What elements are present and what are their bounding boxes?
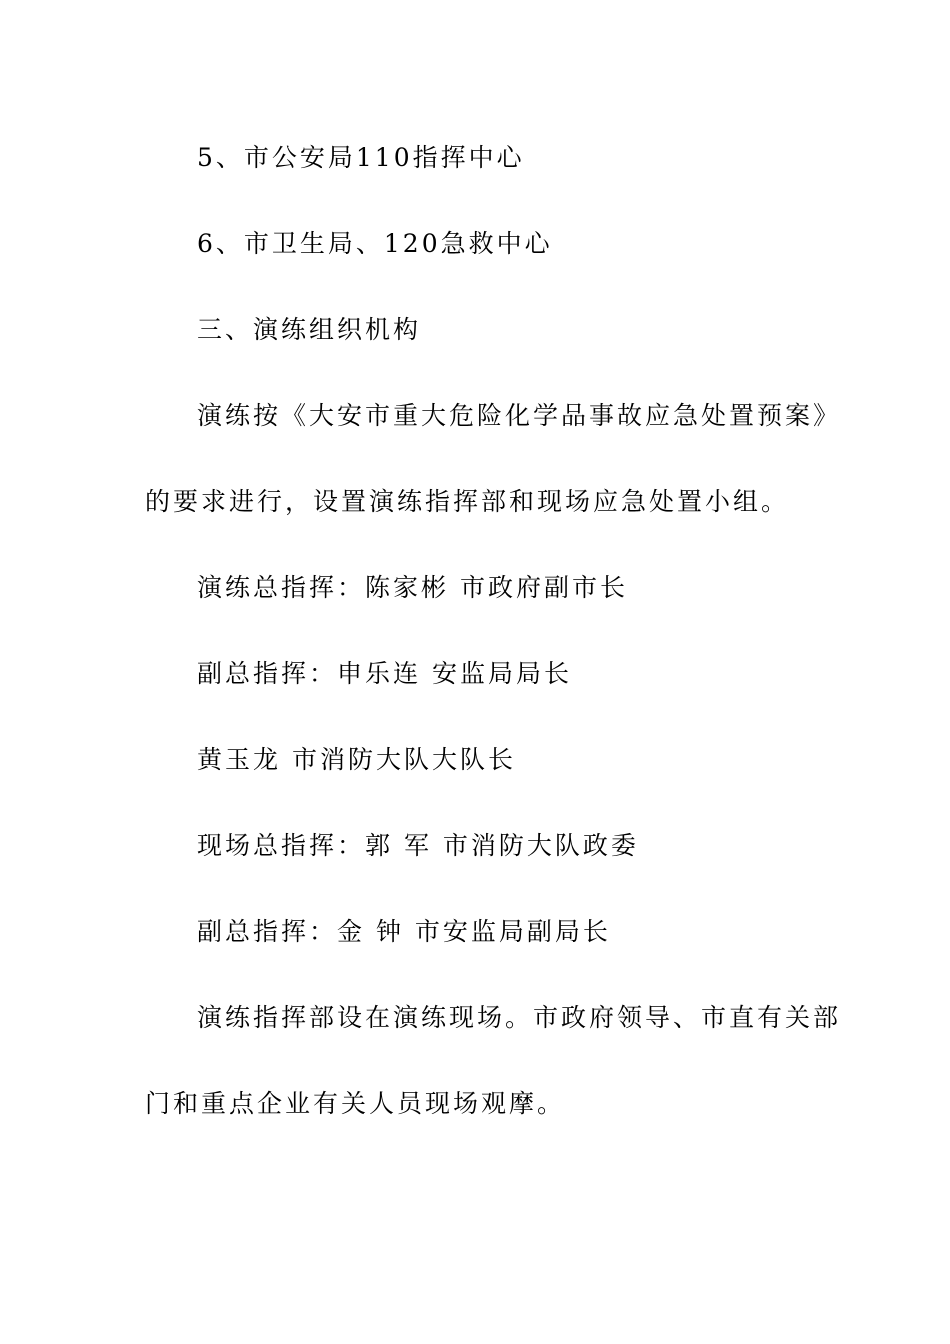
list-item-police-110: 5、市公安局110指挥中心 — [197, 143, 525, 172]
paragraph-line: 的要求进行，设置演练指挥部和现场应急处置小组。 — [145, 487, 790, 516]
section-heading-organization: 三、演练组织机构 — [197, 315, 422, 344]
deputy-commander-line: 副总指挥：金 钟 市安监局副局长 — [197, 917, 611, 946]
paragraph-line: 演练按《大安市重大危险化学品事故应急处置预案》 — [197, 401, 842, 430]
list-item-health-120: 6、市卫生局、120急救中心 — [197, 229, 553, 258]
field-commander-line: 现场总指挥：郭 军 市消防大队政委 — [197, 831, 639, 860]
commander-line: 演练总指挥：陈家彬 市政府副市长 — [197, 573, 628, 602]
paragraph-line: 门和重点企业有关人员现场观摩。 — [145, 1089, 566, 1118]
deputy-commander-line: 黄玉龙 市消防大队大队长 — [197, 745, 516, 774]
paragraph-line: 演练指挥部设在演练现场。市政府领导、市直有关部 — [197, 1003, 842, 1032]
deputy-commander-line: 副总指挥：申乐连 安监局局长 — [197, 659, 572, 688]
